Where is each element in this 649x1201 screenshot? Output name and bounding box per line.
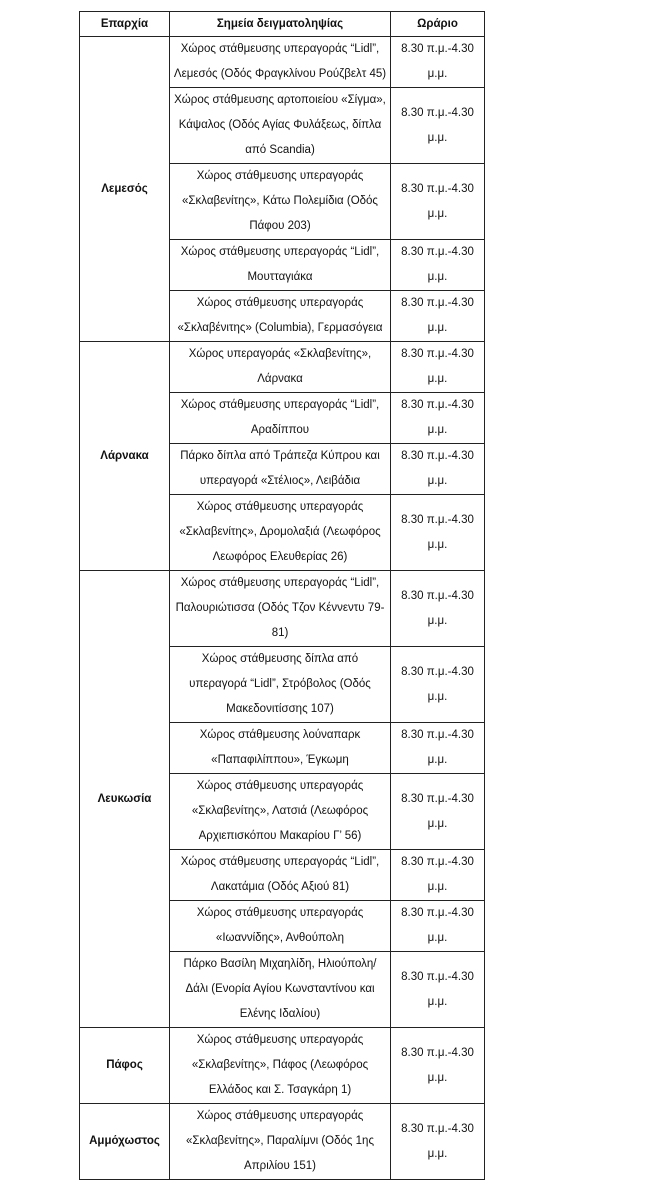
location-cell: Χώρος στάθμευσης υπεραγοράς «Ιωαννίδης», Ανθούπολη bbox=[170, 901, 391, 952]
header-location: Σημεία δειγματοληψίας bbox=[170, 12, 391, 37]
location-cell: Χώρος στάθμευσης αρτοποιείου «Σίγμα», Κάψαλος (Οδός Αγίας Φυλάξεως, δίπλα από Scandia) bbox=[170, 88, 391, 164]
location-cell: Χώρος υπεραγοράς «Σκλαβενίτης», Λάρνακα bbox=[170, 342, 391, 393]
hours-cell: 8.30 π.μ.-4.30 μ.μ. bbox=[391, 37, 485, 88]
hours-cell: 8.30 π.μ.-4.30 μ.μ. bbox=[391, 291, 485, 342]
hours-cell: 8.30 π.μ.-4.30 μ.μ. bbox=[391, 495, 485, 571]
header-district: Επαρχία bbox=[80, 12, 170, 37]
hours-cell: 8.30 π.μ.-4.30 μ.μ. bbox=[391, 901, 485, 952]
hours-cell: 8.30 π.μ.-4.30 μ.μ. bbox=[391, 164, 485, 240]
hours-cell: 8.30 π.μ.-4.30 μ.μ. bbox=[391, 647, 485, 723]
hours-cell: 8.30 π.μ.-4.30 μ.μ. bbox=[391, 444, 485, 495]
location-cell: Χώρος στάθμευσης υπεραγοράς «Σκλαβενίτης», Λατσιά (Λεωφόρος Αρχιεπισκόπου Μακαρίου Γ’ 56) bbox=[170, 774, 391, 850]
district-cell: Λάρνακα bbox=[80, 342, 170, 571]
table-row bbox=[80, 37, 485, 88]
location-cell: Πάρκο δίπλα από Τράπεζα Κύπρου και υπεραγορά «Στέλιος», Λειβάδια bbox=[170, 444, 391, 495]
header-row bbox=[80, 12, 485, 37]
location-cell: Χώρος στάθμευσης υπεραγοράς “Lidl”, Μουτταγιάκα bbox=[170, 240, 391, 291]
hours-cell: 8.30 π.μ.-4.30 μ.μ. bbox=[391, 342, 485, 393]
hours-cell: 8.30 π.μ.-4.30 μ.μ. bbox=[391, 774, 485, 850]
location-cell: Χώρος στάθμευσης υπεραγοράς «Σκλαβένιτης» (Columbia), Γερμασόγεια bbox=[170, 291, 391, 342]
hours-cell: 8.30 π.μ.-4.30 μ.μ. bbox=[391, 240, 485, 291]
district-cell: Λευκωσία bbox=[80, 571, 170, 1028]
table-body bbox=[80, 37, 485, 1180]
table-row bbox=[80, 1104, 485, 1180]
location-cell: Χώρος στάθμευσης υπεραγοράς “Lidl”, Αραδίππου bbox=[170, 393, 391, 444]
hours-cell: 8.30 π.μ.-4.30 μ.μ. bbox=[391, 723, 485, 774]
table-row bbox=[80, 1028, 485, 1104]
district-cell: Λεμεσός bbox=[80, 37, 170, 342]
hours-cell: 8.30 π.μ.-4.30 μ.μ. bbox=[391, 1028, 485, 1104]
district-cell: Πάφος bbox=[80, 1028, 170, 1104]
hours-cell: 8.30 π.μ.-4.30 μ.μ. bbox=[391, 88, 485, 164]
location-cell: Χώρος στάθμευσης λούναπαρκ «Παπαφιλίππου», Έγκωμη bbox=[170, 723, 391, 774]
location-cell: Χώρος στάθμευσης δίπλα από υπεραγορά “Lidl”, Στρόβολος (Οδός Μακεδονιτίσσης 107) bbox=[170, 647, 391, 723]
hours-cell: 8.30 π.μ.-4.30 μ.μ. bbox=[391, 393, 485, 444]
district-cell: Αμμόχωστος bbox=[80, 1104, 170, 1180]
location-cell: Χώρος στάθμευσης υπεραγοράς «Σκλαβενίτης», Δρομολαξιά (Λεωφόρος Λεωφόρος Ελευθερίας 26) bbox=[170, 495, 391, 571]
hours-cell: 8.30 π.μ.-4.30 μ.μ. bbox=[391, 850, 485, 901]
location-cell: Χώρος στάθμευσης υπεραγοράς «Σκλαβενίτης», Παραλίμνι (Οδός 1ης Απριλίου 151) bbox=[170, 1104, 391, 1180]
location-cell: Χώρος στάθμευσης υπεραγοράς «Σκλαβενίτης», Κάτω Πολεμίδια (Οδός Πάφου 203) bbox=[170, 164, 391, 240]
location-cell: Χώρος στάθμευσης υπεραγοράς “Lidl”, Λακατάμια (Οδός Αξιού 81) bbox=[170, 850, 391, 901]
hours-cell: 8.30 π.μ.-4.30 μ.μ. bbox=[391, 952, 485, 1028]
location-cell: Χώρος στάθμευσης υπεραγοράς “Lidl”, Λεμεσός (Οδός Φραγκλίνου Ρούζβελτ 45) bbox=[170, 37, 391, 88]
table-row bbox=[80, 571, 485, 647]
sampling-points-table bbox=[79, 11, 485, 1180]
header-hours: Ωράριο bbox=[391, 12, 485, 37]
hours-cell: 8.30 π.μ.-4.30 μ.μ. bbox=[391, 1104, 485, 1180]
location-cell: Χώρος στάθμευσης υπεραγοράς “Lidl”, Παλουριώτισσα (Οδός Τζον Κέννεντυ 79-81) bbox=[170, 571, 391, 647]
table-row bbox=[80, 342, 485, 393]
location-cell: Χώρος στάθμευσης υπεραγοράς «Σκλαβενίτης», Πάφος (Λεωφόρος Ελλάδος και Σ. Τσαγκάρη 1) bbox=[170, 1028, 391, 1104]
hours-cell: 8.30 π.μ.-4.30 μ.μ. bbox=[391, 571, 485, 647]
location-cell: Πάρκο Βασίλη Μιχαηλίδη, Ηλιούπολη/Δάλι (Ενορία Αγίου Κωνσταντίνου και Ελένης Ιδαλίου) bbox=[170, 952, 391, 1028]
